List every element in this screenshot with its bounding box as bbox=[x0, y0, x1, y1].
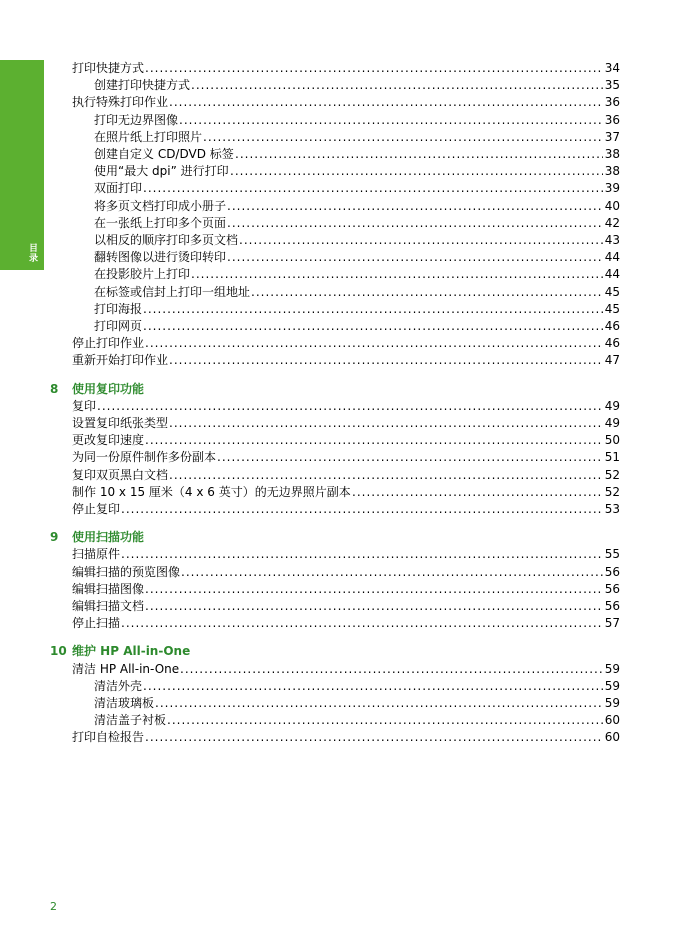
dot-leader bbox=[179, 112, 603, 129]
toc-subentry[interactable] bbox=[50, 249, 620, 266]
toc-page-number: 39 bbox=[604, 181, 620, 196]
toc-entry-title: 停止打印作业 bbox=[72, 336, 145, 351]
toc-entry-title: 打印海报 bbox=[94, 301, 143, 316]
toc-entry-title: 重新开始打印作业 bbox=[72, 353, 169, 368]
toc-page-number: 50 bbox=[604, 433, 620, 448]
toc-subentry[interactable] bbox=[50, 129, 620, 146]
toc-entry-title: 在标签或信封上打印一组地址 bbox=[94, 284, 251, 299]
toc-entry-title: 复印双页黑白文档 bbox=[72, 467, 169, 482]
toc-page-number: 44 bbox=[604, 267, 620, 282]
toc-entry[interactable] bbox=[50, 661, 620, 678]
toc-entry-title: 在投影胶片上打印 bbox=[94, 267, 191, 282]
toc-page-number: 38 bbox=[604, 147, 620, 161]
toc-subentry[interactable] bbox=[50, 284, 620, 301]
toc-entry-title: 打印快捷方式 bbox=[72, 61, 145, 75]
toc-entry-title: 执行特殊打印作业 bbox=[72, 95, 169, 110]
dot-leader bbox=[352, 484, 603, 501]
toc-page-number: 43 bbox=[604, 233, 620, 247]
toc-subentry[interactable] bbox=[50, 301, 620, 318]
toc-page-number: 56 bbox=[604, 599, 620, 613]
toc-page-number: 40 bbox=[604, 198, 620, 213]
toc-entry[interactable] bbox=[50, 729, 620, 746]
toc-entry[interactable] bbox=[50, 615, 620, 632]
dot-leader bbox=[235, 146, 603, 163]
toc-subentry[interactable] bbox=[50, 712, 620, 729]
dot-leader bbox=[227, 215, 603, 232]
toc-entry[interactable] bbox=[50, 335, 620, 352]
toc-entry-title: 打印无边界图像 bbox=[94, 112, 179, 127]
dot-leader bbox=[217, 449, 603, 466]
dot-leader bbox=[143, 318, 603, 335]
toc-entry-title: 使用“最大 dpi” 进行打印 bbox=[94, 164, 229, 179]
toc-subentry[interactable] bbox=[50, 318, 620, 335]
toc-entry[interactable] bbox=[50, 501, 620, 518]
toc-subentry[interactable] bbox=[50, 163, 620, 180]
toc-entry[interactable] bbox=[50, 94, 620, 111]
toc-entry-title: 创建打印快捷方式 bbox=[94, 78, 191, 93]
toc-page-number: 45 bbox=[604, 284, 620, 299]
toc-entry-title: 清洁外壳 bbox=[94, 678, 143, 693]
dot-leader bbox=[203, 129, 603, 146]
side-tab-label: 目录 bbox=[27, 243, 37, 263]
chapter-heading[interactable] bbox=[50, 529, 620, 546]
toc-entry-title: 制作 10 x 15 厘米（4 x 6 英寸）的无边界照片副本 bbox=[72, 484, 351, 499]
toc-subentry[interactable] bbox=[50, 77, 620, 94]
toc-subentry[interactable] bbox=[50, 695, 620, 712]
toc-page-number: 59 bbox=[604, 678, 620, 693]
dot-leader bbox=[145, 729, 603, 746]
toc-entry-title: 翻转图像以进行烫印转印 bbox=[94, 250, 227, 265]
toc-page-number: 57 bbox=[604, 616, 620, 631]
toc-entry-title: 更改复印速度 bbox=[72, 433, 145, 448]
dot-leader bbox=[181, 564, 603, 581]
dot-leader bbox=[121, 546, 603, 563]
toc-subentry[interactable] bbox=[50, 232, 620, 249]
toc-entry-title: 编辑扫描图像 bbox=[72, 581, 145, 596]
toc-entry-title: 停止扫描 bbox=[72, 616, 121, 631]
toc-entry-title: 编辑扫描文档 bbox=[72, 599, 145, 613]
dot-leader bbox=[191, 77, 603, 94]
toc-entry[interactable] bbox=[50, 564, 620, 581]
dot-leader bbox=[239, 232, 603, 249]
dot-leader bbox=[169, 467, 603, 484]
toc-page-number: 56 bbox=[604, 564, 620, 579]
toc-page-number: 46 bbox=[604, 319, 620, 333]
toc-page-number: 36 bbox=[604, 95, 620, 110]
dot-leader bbox=[169, 94, 603, 111]
chapter-title: 维护 HP All-in-One bbox=[72, 644, 191, 659]
dot-leader bbox=[143, 678, 603, 695]
dot-leader bbox=[143, 180, 603, 197]
dot-leader bbox=[97, 398, 603, 415]
dot-leader bbox=[180, 661, 603, 678]
toc-entry-title: 编辑扫描的预览图像 bbox=[72, 564, 181, 579]
toc-page-number: 56 bbox=[604, 581, 620, 596]
toc-subentry[interactable] bbox=[50, 146, 620, 163]
toc-page-number: 49 bbox=[604, 416, 620, 430]
toc-entry-title: 设置复印纸张类型 bbox=[72, 416, 169, 430]
dot-leader bbox=[227, 249, 603, 266]
chapter-number: 10 bbox=[50, 644, 67, 659]
toc-page-number: 44 bbox=[604, 250, 620, 265]
dot-leader bbox=[145, 60, 603, 77]
toc-entry-title: 停止复印 bbox=[72, 502, 121, 516]
dot-leader bbox=[145, 432, 603, 449]
dot-leader bbox=[145, 581, 603, 598]
toc-page-number: 52 bbox=[604, 467, 620, 482]
toc-entry-title: 清洁盖子衬板 bbox=[94, 713, 167, 728]
toc-subentry[interactable] bbox=[50, 198, 620, 215]
toc-page-number: 59 bbox=[604, 661, 620, 676]
dot-leader bbox=[145, 598, 603, 615]
toc-entry[interactable] bbox=[50, 598, 620, 615]
toc-entry-title: 双面打印 bbox=[94, 181, 143, 196]
toc-subentry[interactable] bbox=[50, 215, 620, 232]
toc-page-number: 51 bbox=[604, 450, 620, 465]
toc-entry[interactable] bbox=[50, 60, 620, 77]
toc-page-number: 49 bbox=[604, 398, 620, 413]
toc-page-number: 55 bbox=[604, 547, 620, 562]
page-number: 2 bbox=[50, 900, 57, 913]
toc-entry-title: 将多页文档打印成小册子 bbox=[94, 198, 227, 213]
toc-entry[interactable] bbox=[50, 398, 620, 415]
chapter-title: 使用扫描功能 bbox=[72, 530, 145, 545]
toc-entry-title: 创建自定义 CD/DVD 标签 bbox=[94, 147, 234, 161]
dot-leader bbox=[121, 501, 603, 518]
toc-entry-title: 扫描原件 bbox=[72, 547, 121, 562]
chapter-heading[interactable] bbox=[50, 643, 620, 660]
toc-entry-title: 以相反的顺序打印多页文档 bbox=[94, 233, 239, 247]
toc-page-number: 52 bbox=[604, 484, 620, 499]
chapter-number: 9 bbox=[50, 530, 59, 545]
dot-leader bbox=[169, 352, 603, 369]
toc-entry[interactable] bbox=[50, 484, 620, 501]
side-tab bbox=[0, 60, 44, 270]
toc-page-number: 42 bbox=[604, 215, 620, 230]
toc-page-number: 53 bbox=[604, 502, 620, 516]
toc-entry[interactable] bbox=[50, 449, 620, 466]
toc-entry-title: 清洁 HP All-in-One bbox=[72, 661, 180, 676]
chapter-title: 使用复印功能 bbox=[72, 381, 145, 396]
toc-entry-title: 打印网页 bbox=[94, 319, 143, 333]
toc-entry-title: 为同一份原件制作多份副本 bbox=[72, 450, 217, 465]
toc-page-number: 35 bbox=[604, 78, 620, 93]
dot-leader bbox=[191, 266, 603, 283]
toc-subentry[interactable] bbox=[50, 266, 620, 283]
dot-leader bbox=[169, 415, 603, 432]
dot-leader bbox=[155, 695, 603, 712]
dot-leader bbox=[167, 712, 603, 729]
dot-leader bbox=[227, 198, 603, 215]
toc-entry-title: 在一张纸上打印多个页面 bbox=[94, 215, 227, 230]
toc-entry[interactable] bbox=[50, 352, 620, 369]
toc-subentry[interactable] bbox=[50, 678, 620, 695]
toc-entry[interactable] bbox=[50, 432, 620, 449]
dot-leader bbox=[145, 335, 603, 352]
dot-leader bbox=[251, 284, 603, 301]
toc-page-number: 47 bbox=[604, 353, 620, 368]
toc-page-number: 60 bbox=[604, 713, 620, 728]
toc-entry[interactable] bbox=[50, 467, 620, 484]
toc-subentry[interactable] bbox=[50, 180, 620, 197]
toc-subentry[interactable] bbox=[50, 112, 620, 129]
toc-page-number: 37 bbox=[604, 129, 620, 144]
toc-page-number: 46 bbox=[604, 336, 620, 351]
dot-leader bbox=[230, 163, 603, 180]
toc-entry-title: 复印 bbox=[72, 398, 97, 413]
toc-entry-title: 打印自检报告 bbox=[72, 730, 145, 745]
toc-page-number: 59 bbox=[604, 696, 620, 710]
toc-page-number: 36 bbox=[604, 112, 620, 127]
chapter-heading[interactable] bbox=[50, 381, 620, 398]
toc-entry[interactable] bbox=[50, 415, 620, 432]
dot-leader bbox=[143, 301, 603, 318]
toc-page-number: 38 bbox=[604, 164, 620, 179]
toc-entry-title: 清洁玻璃板 bbox=[94, 696, 155, 710]
toc-page-number: 45 bbox=[604, 301, 620, 316]
chapter-number: 8 bbox=[50, 381, 59, 396]
toc-page-number: 60 bbox=[604, 730, 620, 745]
toc-entry[interactable] bbox=[50, 546, 620, 563]
toc-entry-title: 在照片纸上打印照片 bbox=[94, 129, 203, 144]
dot-leader bbox=[121, 615, 603, 632]
toc-page-number: 34 bbox=[604, 61, 620, 75]
toc-entry[interactable] bbox=[50, 581, 620, 598]
